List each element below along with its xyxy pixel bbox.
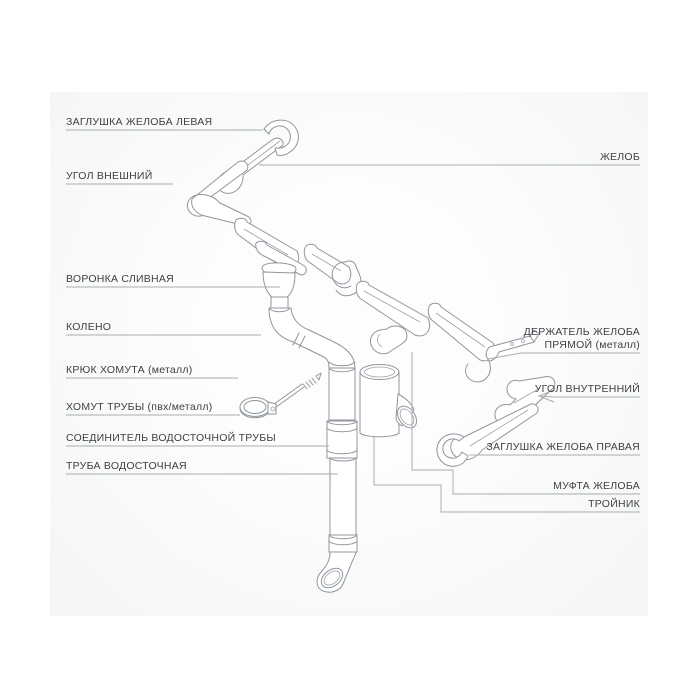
part-pipe-clamp: [240, 398, 276, 418]
part-outer-corner: [187, 161, 251, 226]
part-downpipe-lower: [330, 458, 356, 535]
part-elbow-assembly: [269, 308, 355, 368]
label-khomut-truby: ХОМУТ ТРУБЫ (пвх/металл): [66, 401, 213, 413]
label-derzhatel-zheloba: [524, 326, 640, 352]
label-kryuk-khomuta: КРЮК ХОМУТА (металл): [66, 364, 193, 376]
part-tee: [360, 365, 420, 437]
leader-line: [412, 352, 640, 494]
label-derzhatel-zheloba-line2: ПРЯМОЙ (металл): [544, 339, 640, 351]
part-gutter-coupling: [370, 326, 407, 354]
label-ugol-vneshniy: УГОЛ ВНЕШНИЙ: [66, 170, 153, 182]
label-zhelob: ЖЕЛОБ: [600, 151, 640, 163]
label-truba-vodostochnaya: ТРУБА ВОДОСТОЧНАЯ: [66, 460, 187, 472]
part-outlet-elbow: [317, 535, 357, 592]
label-voronka-slivnaya: ВОРОНКА СЛИВНАЯ: [66, 273, 174, 285]
label-troynik: [588, 498, 640, 511]
label-zaglushka-zheloba-levaya: ЗАГЛУШКА ЖЕЛОБА ЛЕВАЯ: [66, 116, 213, 128]
label-zhelob: [600, 151, 640, 164]
label-mufta-zheloba: [553, 480, 640, 493]
label-koleno: КОЛЕНО: [66, 321, 112, 333]
label-ugol-vnutrenniy: [535, 383, 640, 396]
label-zaglushka-zheloba-pravaya: [486, 441, 640, 454]
label-soedinitel-truby: СОЕДИНИТЕЛЬ ВОДОСТОЧНОЙ ТРУБЫ: [66, 432, 276, 444]
part-pipe-connector: [327, 421, 357, 458]
label-troynik: ТРОЙНИК: [588, 498, 640, 510]
label-derzhatel-zheloba-line1: ДЕРЖАТЕЛЬ ЖЕЛОБА: [523, 326, 640, 338]
part-gutter-section-3: [304, 244, 350, 284]
label-zaglushka-zheloba-pravaya: ЗАГЛУШКА ЖЕЛОБА ПРАВАЯ: [486, 441, 640, 453]
part-gutter-section-5: [428, 303, 494, 361]
leader-line: [539, 396, 640, 397]
label-mufta-zheloba: МУФТА ЖЕЛОБА: [553, 480, 640, 492]
part-downpipe-upper: [329, 368, 355, 420]
leader-line: [488, 353, 640, 359]
label-ugol-vnutrenniy: УГОЛ ВНУТРЕННИЙ: [534, 383, 640, 395]
